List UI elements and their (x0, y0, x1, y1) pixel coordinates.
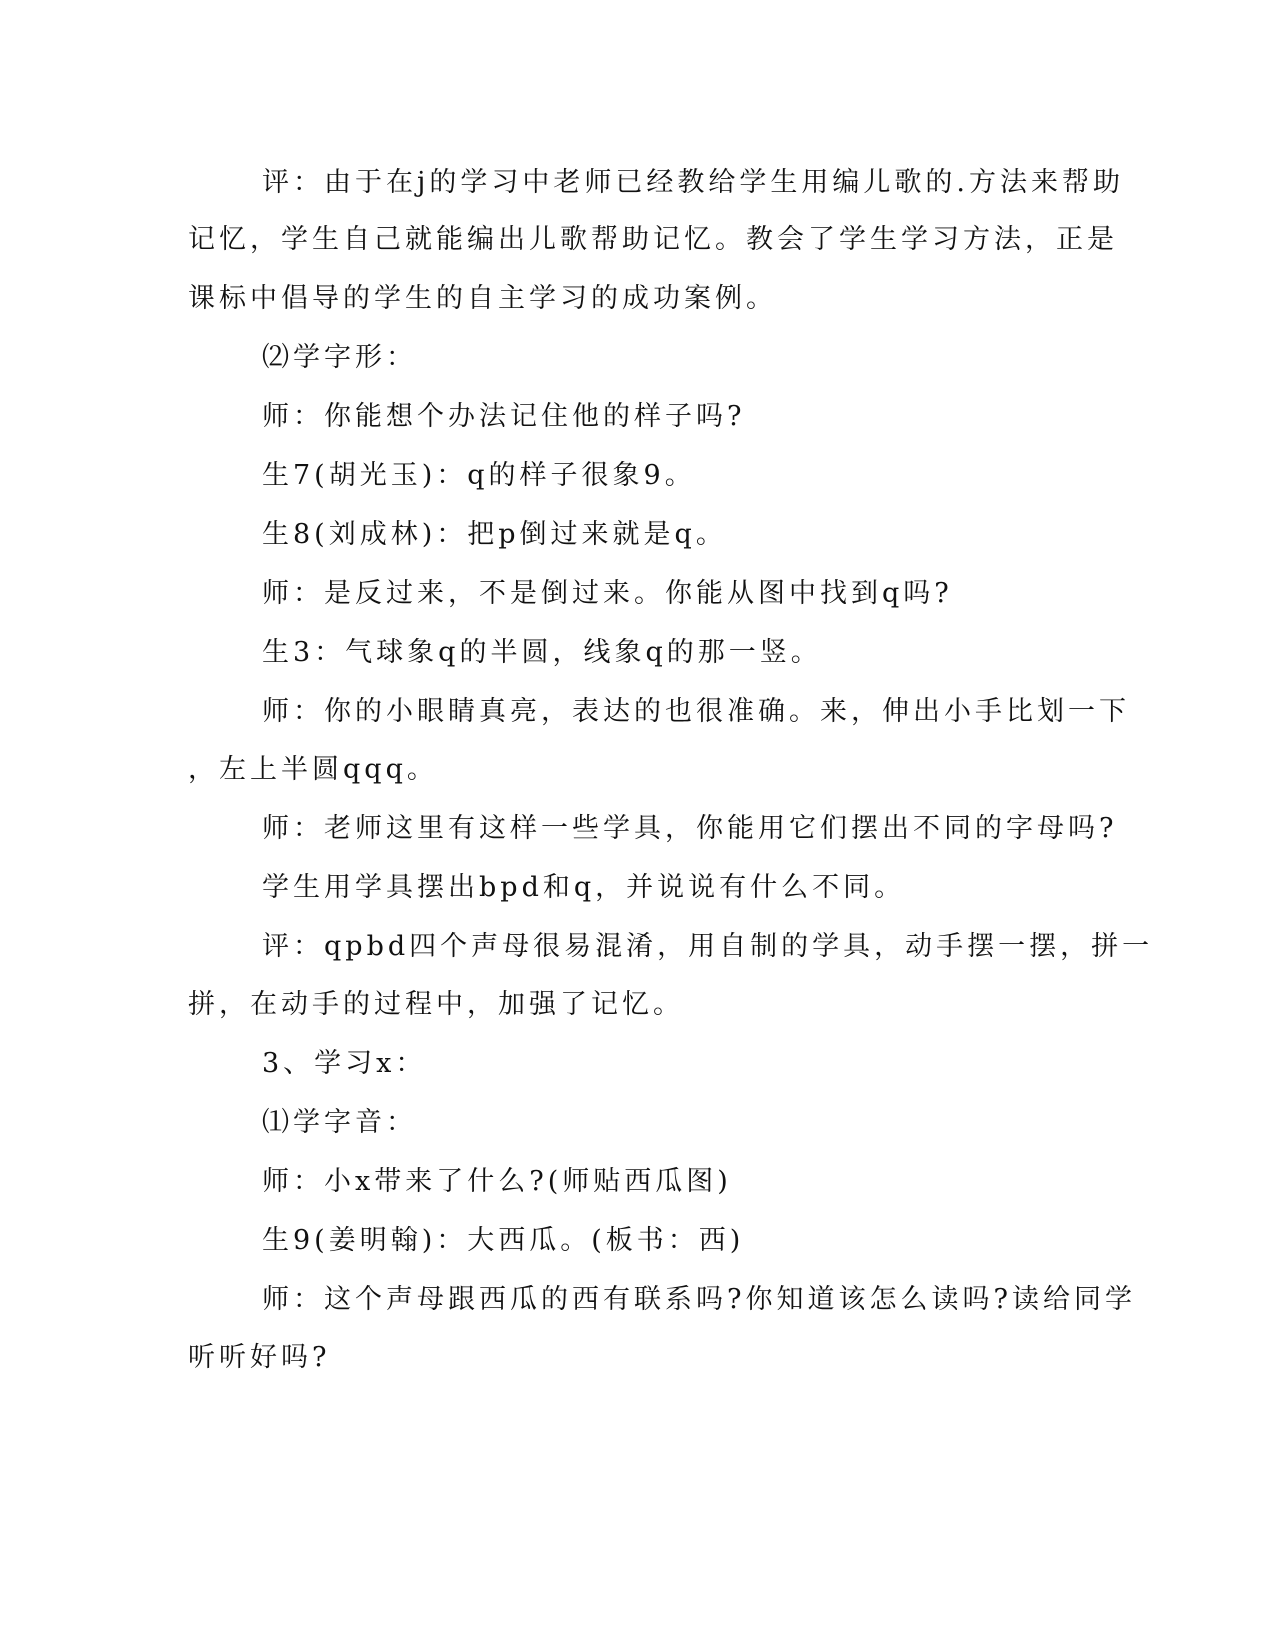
paragraph-line: 记忆，学生自己就能编出儿歌帮助记忆。教会了学生学习方法，正是 (188, 224, 1118, 255)
paragraph-line: 生8(刘成林)：把p倒过来就是q。 (262, 519, 727, 550)
section-heading: 3、学习x： (262, 1048, 427, 1079)
paragraph-line: 师：老师这里有这样一些学具，你能用它们摆出不同的字母吗? (262, 813, 1118, 844)
paragraph-line: 学生用学具摆出bpd和q，并说说有什么不同。 (262, 872, 906, 903)
section-heading: ⑵学字形： (262, 342, 417, 373)
paragraph-line: 评：qpbd四个声母很易混淆，用自制的学具，动手摆一摆，拼一 (262, 931, 1154, 962)
paragraph-line: 生9(姜明翰)：大西瓜。(板书：西) (262, 1225, 745, 1256)
paragraph-line: 生3：气球象q的半圆，线象q的那一竖。 (262, 637, 822, 668)
paragraph-line: 生7(胡光玉)：q的样子很象9。 (262, 460, 696, 491)
paragraph-line: 师：你能想个办法记住他的样子吗? (262, 401, 746, 432)
paragraph-line: 评：由于在j的学习中老师已经教给学生用编儿歌的.方法来帮助 (262, 167, 1124, 198)
section-heading: ⑴学字音： (262, 1107, 417, 1138)
paragraph-line: 拼，在动手的过程中，加强了记忆。 (188, 989, 684, 1020)
paragraph-line: 师：你的小眼睛真亮，表达的也很准确。来，伸出小手比划一下 (262, 696, 1130, 727)
paragraph-line: 听听好吗? (188, 1342, 331, 1373)
paragraph-line: 师：这个声母跟西瓜的西有联系吗?你知道该怎么读吗?读给同学 (262, 1284, 1136, 1315)
paragraph-line: 师：是反过来，不是倒过来。你能从图中找到q吗? (262, 578, 953, 609)
paragraph-line: ，左上半圆qqq。 (188, 754, 438, 785)
paragraph-line: 师：小x带来了什么?(师贴西瓜图) (262, 1166, 732, 1197)
paragraph-line: 课标中倡导的学生的自主学习的成功案例。 (188, 283, 777, 314)
